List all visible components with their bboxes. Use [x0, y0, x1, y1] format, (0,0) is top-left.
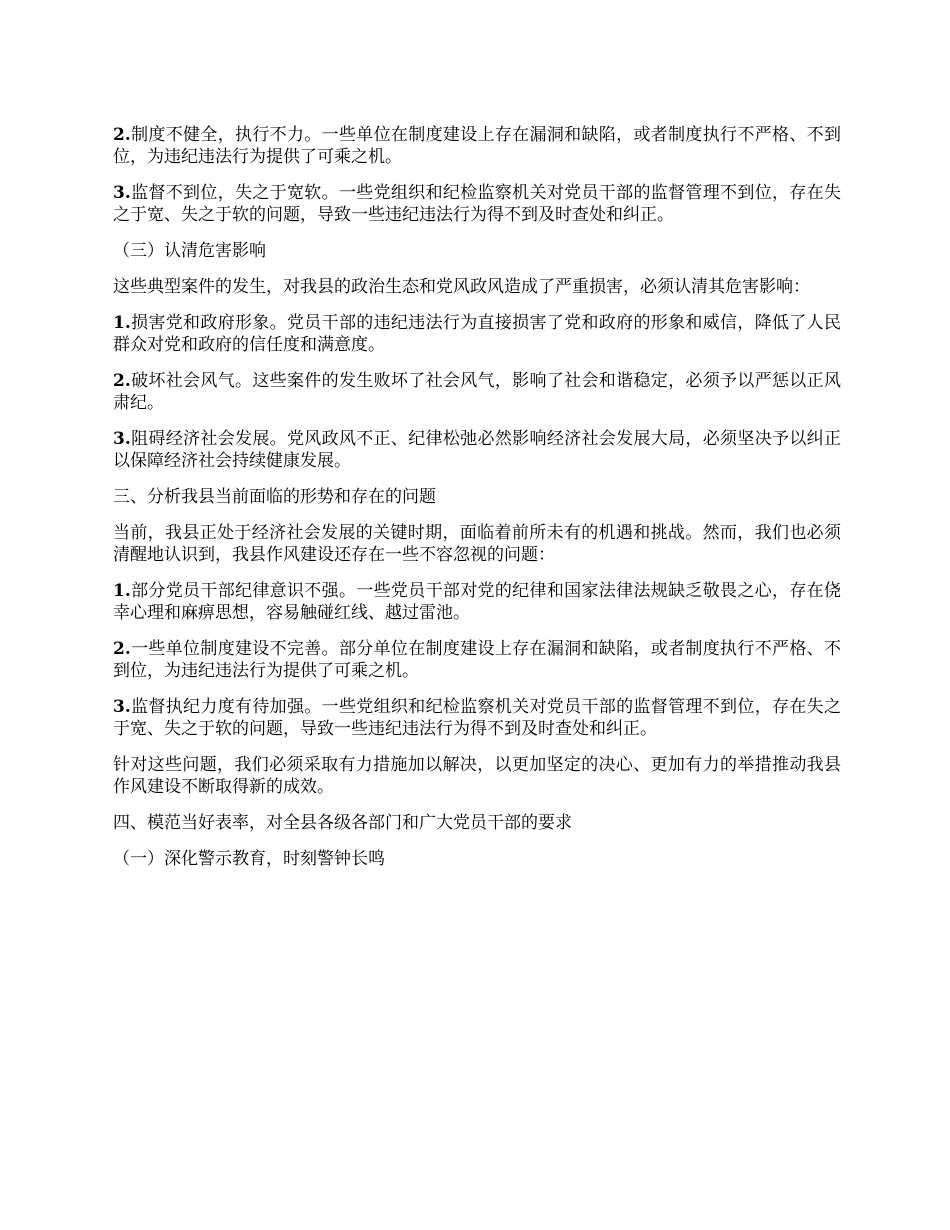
item-number: 3. — [113, 429, 131, 449]
section-heading: （三）认清危害影响 — [113, 241, 266, 261]
item-number: 1. — [113, 581, 131, 601]
paragraph: 针对这些问题，我们必须采取有力措施加以解决，以更加坚定的决心、更加有力的举措推动我县作风建设不断取得新的成效。 — [113, 755, 841, 797]
list-item — [113, 428, 841, 472]
item-number: 2. — [113, 125, 131, 145]
item-text: 阻碍经济社会发展。党风政风不正、纪律松弛必然影响经济社会发展大局，必须坚决予以纠正以保障经济社会持续健康发展。 — [113, 429, 841, 471]
item-text: 监督不到位，失之于宽软。一些党组织和纪检监察机关对党员干部的监督管理不到位，存在失之于宽、失之于软的问题，导致一些违纪违法行为得不到及时查处和纠正。 — [113, 183, 841, 225]
list-item — [113, 580, 841, 624]
paragraph: 当前，我县正处于经济社会发展的关键时期，面临着前所未有的机遇和挑战。然而，我们也必须清醒地认识到，我县作风建设还存在一些不容忽视的问题： — [113, 523, 841, 565]
document-body — [113, 124, 841, 884]
item-text: 监督执纪力度有待加强。一些党组织和纪检监察机关对党员干部的监督管理不到位，存在失之于宽、失之于软的问题，导致一些违纪违法行为得不到及时查处和纠正。 — [113, 697, 841, 739]
list-item — [113, 312, 841, 356]
list-item — [113, 182, 841, 226]
item-text: 一些单位制度建设不完善。部分单位在制度建设上存在漏洞和缺陷，或者制度执行不严格、不到位，为违纪违法行为提供了可乘之机。 — [113, 639, 841, 681]
list-item — [113, 370, 841, 414]
list-item — [113, 696, 841, 740]
item-text: 制度不健全，执行不力。一些单位在制度建设上存在漏洞和缺陷，或者制度执行不严格、不到位，为违纪违法行为提供了可乘之机。 — [113, 125, 841, 167]
item-text: 损害党和政府形象。党员干部的违纪违法行为直接损害了党和政府的形象和威信，降低了人民群众对党和政府的信任度和满意度。 — [113, 313, 841, 355]
item-text: 部分党员干部纪律意识不强。一些党员干部对党的纪律和国家法律法规缺乏敬畏之心，存在侥幸心理和麻痹思想，容易触碰红线、越过雷池。 — [113, 581, 841, 623]
item-text: 破坏社会风气。这些案件的发生败坏了社会风气，影响了社会和谐稳定，必须予以严惩以正风肃纪。 — [113, 371, 841, 413]
item-number: 3. — [113, 697, 131, 717]
item-number: 1. — [113, 313, 131, 333]
item-number: 2. — [113, 639, 131, 659]
subsection-heading: （一）深化警示教育，时刻警钟长鸣 — [113, 849, 385, 869]
section-heading: 四、模范当好表率，对全县各级各部门和广大党员干部的要求 — [113, 813, 572, 833]
section-heading: 三、分析我县当前面临的形势和存在的问题 — [113, 487, 436, 507]
list-item — [113, 124, 841, 168]
item-number: 2. — [113, 371, 131, 391]
paragraph: 这些典型案件的发生，对我县的政治生态和党风政风造成了严重损害，必须认清其危害影响： — [113, 277, 810, 297]
list-item — [113, 638, 841, 682]
item-number: 3. — [113, 183, 131, 203]
